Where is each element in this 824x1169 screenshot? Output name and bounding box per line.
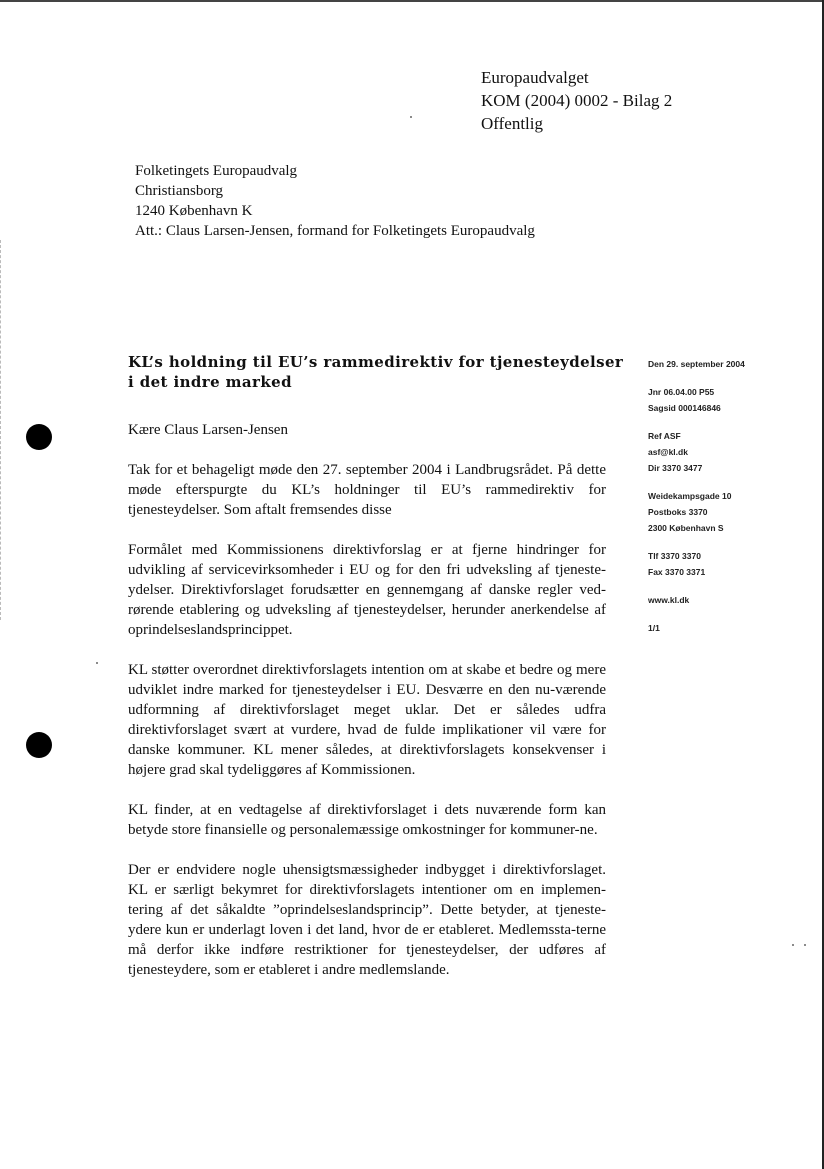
phone: Tlf 3370 3370	[648, 551, 701, 561]
scan-speck	[804, 944, 806, 946]
street-address: Weidekampsgade 10	[648, 491, 732, 501]
website: www.kl.dk	[648, 595, 690, 605]
paragraph-1: Tak for et behageligt møde den 27. september 2004 i Landbrugsrådet. På dette møde efterspurgte du KL’s holdninger til EU’s rammedirektiv for tjenesteydelser. Som aftalt fremsendes disse	[128, 462, 606, 518]
post-box: Postboks 3370	[648, 507, 708, 517]
punch-hole-top	[26, 424, 52, 450]
letter-body	[128, 420, 606, 1000]
reference: Ref ASF	[648, 431, 681, 441]
paragraph-5: Der er endvidere nogle uhensigtsmæssigheder indbygget i direktivforslaget. KL er særligt bekymret for direktivforslagets intentioner om en implemen-tering af det såkaldte ”oprindelseslandsprincip”. Dette betyder, at tjeneste-ydere kun er underlagt loven i det land, hvor de er etableret. Medlemssta-terne må derfor ikke indføre restriktioner for tjenesteydelser, der udføres af tjenesteydere, som er etableret i andre medlemslande.	[128, 862, 606, 978]
stamp-committee: Europaudvalget	[481, 68, 589, 87]
scan-speck	[792, 944, 794, 946]
paragraph-3: KL støtter overordnet direktivforslagets intention om at skabe et bedre og mere udviklet indre marked for tjenesteydelser i EU. Desværre en den nu-værende udformning af direktivforslaget meget uklar. Det er således udfra direktivforslaget svært at vurdere, hvad de fulde implikationer vil være for danske kommuner. KL mener således, at direktivforslagets konsekvenser i højere grad skal tydeliggøres af Kommissionen.	[128, 662, 606, 778]
case-id: Sagsid 000146846	[648, 403, 721, 413]
document-stamp	[481, 66, 672, 135]
letter-title: KL’s holdning til EU’s rammedirektiv for tjenesteydelser i det indre marked	[128, 353, 624, 391]
journal-number: Jnr 06.04.00 P55	[648, 387, 715, 397]
recipient-postal: 1240 København K	[135, 203, 253, 219]
fax: Fax 3370 3371	[648, 567, 706, 577]
punch-hole-bottom	[26, 732, 52, 758]
recipient-building: Christiansborg	[135, 183, 224, 199]
sender-info-column	[648, 356, 818, 636]
stamp-reference: KOM (2004) 0002 - Bilag 2	[481, 91, 673, 110]
stamp-status: Offentlig	[481, 114, 544, 133]
recipient-name: Folketingets Europaudvalg	[135, 163, 298, 179]
letter-date: Den 29. september 2004	[648, 359, 745, 369]
scan-speck	[410, 116, 412, 118]
city: 2300 København S	[648, 523, 724, 533]
scan-left-edge-marks	[0, 240, 2, 620]
direct-phone: Dir 3370 3477	[648, 463, 703, 473]
scan-speck	[96, 662, 98, 664]
email: asf@kl.dk	[648, 447, 688, 457]
paragraph-2: Formålet med Kommissionens direktivforslag er at fjerne hindringer for udvikling af servicevirksomheder i EU og for den fri udveksling af tjeneste-ydelser. Direktivforslaget forudsætter en gennemgang af danske regler ved-rørende etablering og udveksling af tjenesteydelser, herunder anerkendelse af oprindelseslandsprincippet.	[128, 542, 606, 638]
recipient-attention: Att.: Claus Larsen-Jensen, formand for Folketingets Europaudvalg	[135, 223, 535, 239]
page-number: 1/1	[648, 623, 660, 633]
greeting: Kære Claus Larsen-Jensen	[128, 422, 288, 438]
scan-top-edge	[0, 0, 824, 2]
paragraph-4: KL finder, at en vedtagelse af direktivforslaget i dets nuværende form kan betyde store finansielle og personalemæssige omkostninger for kommuner-ne.	[128, 802, 606, 838]
recipient-address	[135, 161, 535, 241]
